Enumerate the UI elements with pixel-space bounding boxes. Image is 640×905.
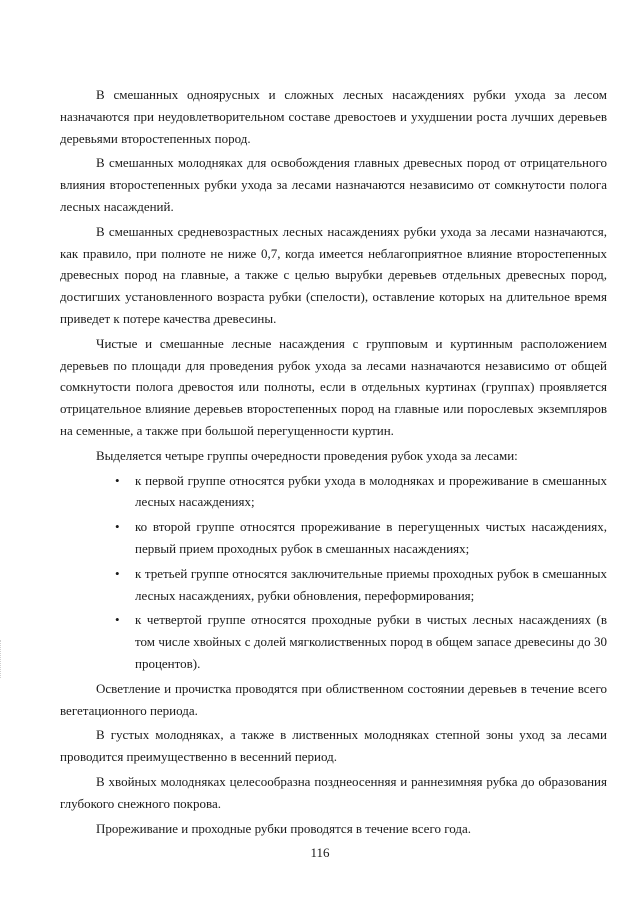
paragraph: Прореживание и проходные рубки проводятся в течение всего года. bbox=[96, 820, 471, 836]
list-item bbox=[60, 563, 607, 607]
list-item-text: к четвертой группе относятся проходные рубки в чистых лесных насаждениях (в том числе хвойных с долей мягколиственных пород в общем запасе древесины до 30 процентов). bbox=[135, 612, 607, 671]
paragraph: Чистые и смешанные лесные насаждения с групповым и куртинным расположением деревьев по площади для проведения рубок ухода за лесами назначаются независимо от общей сомкнутости полога древостоя или полноты, если в отдельных куртинах (группах) проявляется отрицательное влияние деревьев второстепенных пород на главные или порослевых экземпляров на семенные, а также при большой перегущенности куртин. bbox=[60, 335, 607, 438]
page-body bbox=[60, 84, 607, 842]
bullet-icon: • bbox=[115, 612, 120, 628]
bullet-icon: • bbox=[115, 472, 120, 488]
paragraph: В хвойных молодняках целесообразна позднеосенняя и раннезимняя рубка до образования глубокого снежного покрова. bbox=[60, 773, 607, 811]
paragraph: В смешанных одноярусных и сложных лесных насаждениях рубки ухода за лесом назначаются при неудовлетворительном составе древостоев и ухудшении роста лучших деревьев деревьями второстепенных пород. bbox=[60, 87, 607, 146]
priority-groups-list bbox=[60, 470, 607, 675]
page-number: 116 bbox=[310, 845, 330, 860]
list-item bbox=[60, 516, 607, 560]
list-item-text: ко второй группе относятся прореживание в перегущенных чистых насаждениях, первый прием проходных рубок в смешанных насаждениях; bbox=[135, 519, 607, 556]
list-intro-paragraph: Выделяется четыре группы очередности проведения рубок ухода за лесами: bbox=[96, 447, 518, 463]
scan-margin-mark bbox=[0, 640, 4, 678]
bullet-icon: • bbox=[115, 565, 120, 581]
list-item bbox=[60, 470, 607, 514]
paragraph: В густых молодняках, а также в лиственных молодняках степной зоны уход за лесами проводится преимущественно в весенний период. bbox=[60, 727, 607, 765]
list-item bbox=[60, 609, 607, 674]
bullet-icon: • bbox=[115, 519, 120, 535]
paragraph: В смешанных средневозрастных лесных насаждениях рубки ухода за лесами назначаются, как правило, при полноте не ниже 0,7, когда имеется неблагоприятное влияние второстепенных древесных пород на главные, а также с целью вырубки деревьев отдельных древесных пород, достигших установленного возраста рубки (спелости), оставление которых на длительное время приведет к потере качества древесины. bbox=[60, 223, 607, 326]
list-item-text: к третьей группе относятся заключительные приемы проходных рубок в смешанных лесных насаждениях, рубки обновления, переформирования; bbox=[135, 565, 607, 603]
list-item-text: к первой группе относятся рубки ухода в молодняках и прореживание в смешанных лесных насаждениях; bbox=[135, 472, 607, 510]
paragraph: В смешанных молодняках для освобождения главных древесных пород от отрицательного влияния второстепенных рубки ухода за лесами назначаются независимо от сомкнутости полога лесных насаждений. bbox=[60, 155, 607, 214]
paragraph: Осветление и прочистка проводятся при облиственном состоянии деревьев в течение всего вегетационного периода. bbox=[60, 680, 607, 718]
